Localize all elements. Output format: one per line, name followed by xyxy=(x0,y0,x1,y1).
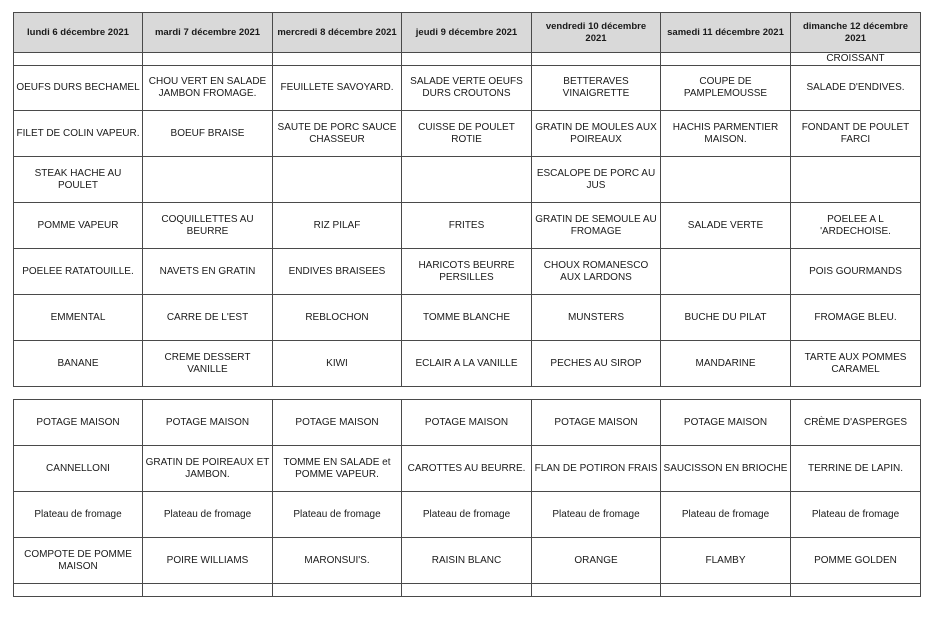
menu-item-cell xyxy=(532,53,661,66)
menu-item-cell: POELEE RATATOUILLE. xyxy=(14,249,143,295)
menu-item-cell: CRÈME D'ASPERGES xyxy=(791,400,921,446)
dinner-menu-row xyxy=(14,446,921,492)
day-header-tuesday: mardi 7 décembre 2021 xyxy=(143,13,273,53)
menu-item-cell: POTAGE MAISON xyxy=(143,400,273,446)
lunch-menu-row xyxy=(14,53,921,66)
menu-item-cell: BETTERAVES VINAIGRETTE xyxy=(532,66,661,111)
menu-item-cell: CUISSE DE POULET ROTIE xyxy=(402,111,532,157)
menu-item-cell: CANNELLONI xyxy=(14,446,143,492)
menu-item-cell: Plateau de fromage xyxy=(143,492,273,538)
menu-item-cell: Plateau de fromage xyxy=(791,492,921,538)
menu-item-cell: MUNSTERS xyxy=(532,295,661,341)
menu-item-cell: CARRE DE L'EST xyxy=(143,295,273,341)
menu-item-cell xyxy=(661,249,791,295)
day-header-sunday: dimanche 12 décembre 2021 xyxy=(791,13,921,53)
menu-item-cell xyxy=(661,584,791,597)
menu-item-cell: POTAGE MAISON xyxy=(532,400,661,446)
menu-item-cell: COUPE DE PAMPLEMOUSSE xyxy=(661,66,791,111)
menu-item-cell: FLAN DE POTIRON FRAIS xyxy=(532,446,661,492)
menu-item-cell: ENDIVES BRAISEES xyxy=(273,249,402,295)
menu-item-cell: RAISIN BLANC xyxy=(402,538,532,584)
menu-item-cell: NAVETS EN GRATIN xyxy=(143,249,273,295)
menu-item-cell xyxy=(402,584,532,597)
lunch-menu-row xyxy=(14,341,921,387)
menu-item-cell: BUCHE DU PILAT xyxy=(661,295,791,341)
menu-item-cell: HARICOTS BEURRE PERSILLES xyxy=(402,249,532,295)
menu-item-cell: REBLOCHON xyxy=(273,295,402,341)
menu-item-cell: POMME VAPEUR xyxy=(14,203,143,249)
dinner-menu-row xyxy=(14,584,921,597)
menu-item-cell: CHOU VERT EN SALADE JAMBON FROMAGE. xyxy=(143,66,273,111)
menu-item-cell: SALADE VERTE OEUFS DURS CROUTONS xyxy=(402,66,532,111)
menu-item-cell xyxy=(143,584,273,597)
dinner-menu-body xyxy=(14,400,921,597)
menu-item-cell: FILET DE COLIN VAPEUR. xyxy=(14,111,143,157)
menu-item-cell: ESCALOPE DE PORC AU JUS xyxy=(532,157,661,203)
menu-item-cell: STEAK HACHE AU POULET xyxy=(14,157,143,203)
menu-item-cell xyxy=(273,157,402,203)
menu-item-cell: Plateau de fromage xyxy=(661,492,791,538)
menu-item-cell: MANDARINE xyxy=(661,341,791,387)
menu-item-cell: PECHES AU SIROP xyxy=(532,341,661,387)
lunch-menu-row xyxy=(14,66,921,111)
menu-item-cell: TARTE AUX POMMES CARAMEL xyxy=(791,341,921,387)
lunch-menu-row xyxy=(14,111,921,157)
menu-item-cell: SALADE VERTE xyxy=(661,203,791,249)
menu-item-cell xyxy=(661,53,791,66)
menu-item-cell xyxy=(402,157,532,203)
day-header-thursday: jeudi 9 décembre 2021 xyxy=(402,13,532,53)
menu-item-cell: OEUFS DURS BECHAMEL xyxy=(14,66,143,111)
dinner-menu-row xyxy=(14,538,921,584)
menu-item-cell: GRATIN DE MOULES AUX POIREAUX xyxy=(532,111,661,157)
menu-item-cell: TOMME EN SALADE et POMME VAPEUR. xyxy=(273,446,402,492)
menu-item-cell: CROISSANT xyxy=(791,53,921,66)
menu-item-cell: RIZ PILAF xyxy=(273,203,402,249)
menu-item-cell: Plateau de fromage xyxy=(14,492,143,538)
menu-item-cell: KIWI xyxy=(273,341,402,387)
menu-item-cell: CAROTTES AU BEURRE. xyxy=(402,446,532,492)
menu-item-cell: COQUILLETTES AU BEURRE xyxy=(143,203,273,249)
day-header-friday: vendredi 10 décembre 2021 xyxy=(532,13,661,53)
menu-item-cell xyxy=(273,53,402,66)
day-header-wednesday: mercredi 8 décembre 2021 xyxy=(273,13,402,53)
menu-item-cell: SAUTE DE PORC SAUCE CHASSEUR xyxy=(273,111,402,157)
menu-item-cell: EMMENTAL xyxy=(14,295,143,341)
menu-item-cell: BANANE xyxy=(14,341,143,387)
menu-item-cell xyxy=(791,584,921,597)
menu-item-cell: GRATIN DE POIREAUX ET JAMBON. xyxy=(143,446,273,492)
menu-item-cell: POTAGE MAISON xyxy=(14,400,143,446)
menu-item-cell: FROMAGE BLEU. xyxy=(791,295,921,341)
day-header-row xyxy=(14,13,921,53)
menu-item-cell: Plateau de fromage xyxy=(273,492,402,538)
menu-item-cell: SAUCISSON EN BRIOCHE xyxy=(661,446,791,492)
menu-item-cell: TOMME BLANCHE xyxy=(402,295,532,341)
menu-item-cell: MARONSUI'S. xyxy=(273,538,402,584)
menu-item-cell xyxy=(273,584,402,597)
menu-item-cell: FONDANT DE POULET FARCI xyxy=(791,111,921,157)
lunch-menu-row xyxy=(14,295,921,341)
menu-item-cell: POIRE WILLIAMS xyxy=(143,538,273,584)
menu-item-cell: POMME GOLDEN xyxy=(791,538,921,584)
lunch-menu-row xyxy=(14,249,921,295)
menu-item-cell: Plateau de fromage xyxy=(402,492,532,538)
menu-item-cell: CHOUX ROMANESCO AUX LARDONS xyxy=(532,249,661,295)
lunch-menu-row xyxy=(14,157,921,203)
menu-item-cell: FRITES xyxy=(402,203,532,249)
lunch-menu-body xyxy=(14,53,921,387)
menu-item-cell xyxy=(532,584,661,597)
menu-item-cell: COMPOTE DE POMME MAISON xyxy=(14,538,143,584)
menu-item-cell: POTAGE MAISON xyxy=(273,400,402,446)
dinner-menu-row xyxy=(14,400,921,446)
menu-item-cell: BOEUF BRAISE xyxy=(143,111,273,157)
menu-item-cell xyxy=(791,157,921,203)
menu-item-cell: HACHIS PARMENTIER MAISON. xyxy=(661,111,791,157)
menu-item-cell: POTAGE MAISON xyxy=(402,400,532,446)
day-header-saturday: samedi 11 décembre 2021 xyxy=(661,13,791,53)
menu-item-cell: SALADE D'ENDIVES. xyxy=(791,66,921,111)
menu-item-cell: GRATIN DE SEMOULE AU FROMAGE xyxy=(532,203,661,249)
menu-item-cell xyxy=(14,584,143,597)
menu-item-cell: ORANGE xyxy=(532,538,661,584)
lunch-menu-table xyxy=(13,12,921,387)
menu-item-cell: FEUILLETE SAVOYARD. xyxy=(273,66,402,111)
menu-item-cell: POELEE A L 'ARDECHOISE. xyxy=(791,203,921,249)
menu-item-cell: Plateau de fromage xyxy=(532,492,661,538)
menu-item-cell: FLAMBY xyxy=(661,538,791,584)
day-header-monday: lundi 6 décembre 2021 xyxy=(14,13,143,53)
menu-item-cell: ECLAIR A LA VANILLE xyxy=(402,341,532,387)
menu-item-cell: TERRINE DE LAPIN. xyxy=(791,446,921,492)
menu-item-cell xyxy=(143,53,273,66)
menu-item-cell: POIS GOURMANDS xyxy=(791,249,921,295)
menu-item-cell: POTAGE MAISON xyxy=(661,400,791,446)
menu-item-cell xyxy=(661,157,791,203)
dinner-menu-row xyxy=(14,492,921,538)
lunch-menu-row xyxy=(14,203,921,249)
menu-item-cell xyxy=(14,53,143,66)
menu-item-cell xyxy=(402,53,532,66)
dinner-menu-table xyxy=(13,399,921,597)
menu-item-cell xyxy=(143,157,273,203)
menu-item-cell: CREME DESSERT VANILLE xyxy=(143,341,273,387)
